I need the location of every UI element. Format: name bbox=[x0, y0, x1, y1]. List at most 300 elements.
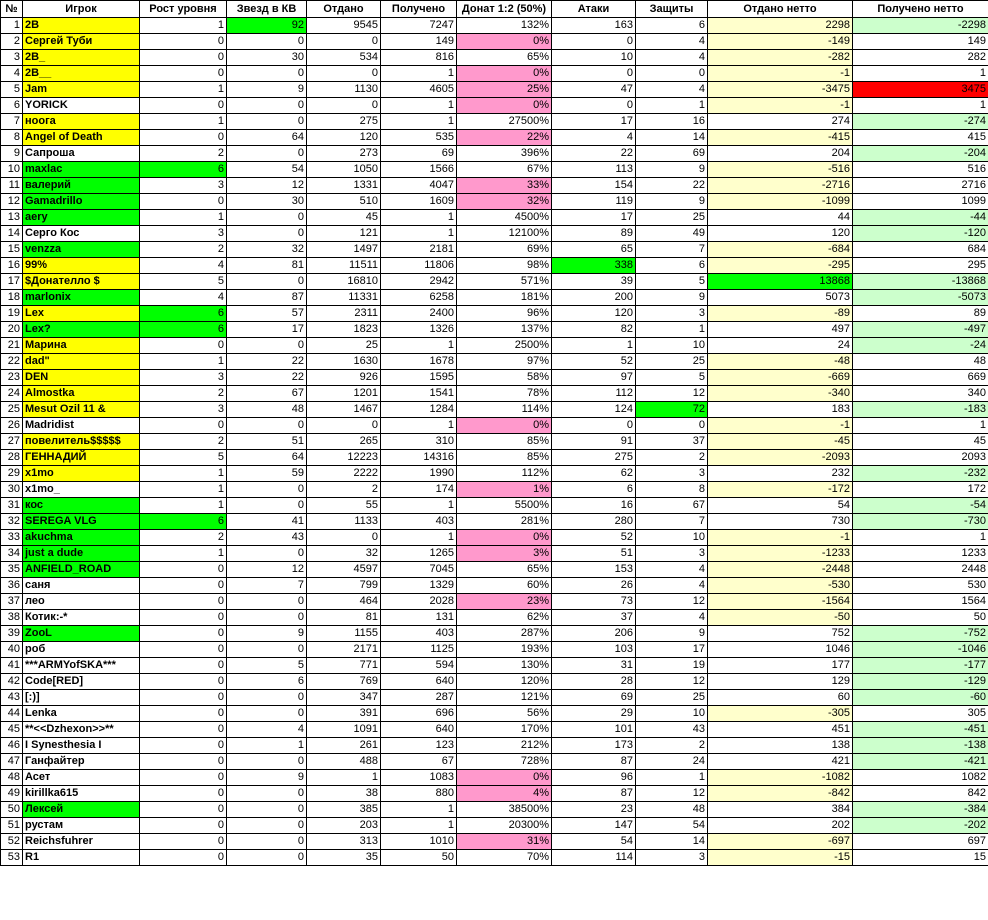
cell-player-name[interactable]: ноога bbox=[23, 114, 140, 130]
cell-net-given[interactable]: -340 bbox=[708, 386, 853, 402]
cell-level-growth[interactable]: 0 bbox=[140, 194, 227, 210]
cell-net-received[interactable]: -5073 bbox=[853, 290, 988, 306]
cell-received[interactable]: 14316 bbox=[381, 450, 457, 466]
cell-net-given[interactable]: 730 bbox=[708, 514, 853, 530]
cell-donate-ratio[interactable]: 62% bbox=[457, 610, 552, 626]
cell-defenses[interactable]: 0 bbox=[636, 418, 708, 434]
cell-defenses[interactable]: 25 bbox=[636, 690, 708, 706]
cell-defenses[interactable]: 7 bbox=[636, 514, 708, 530]
cell-net-received[interactable]: 48 bbox=[853, 354, 988, 370]
cell-net-received[interactable]: -421 bbox=[853, 754, 988, 770]
cell-stars[interactable]: 0 bbox=[227, 482, 307, 498]
cell-net-received[interactable]: 697 bbox=[853, 834, 988, 850]
cell-player-name[interactable]: Lenka bbox=[23, 706, 140, 722]
cell-stars[interactable]: 51 bbox=[227, 434, 307, 450]
cell-given[interactable]: 799 bbox=[307, 578, 381, 594]
header-defenses[interactable]: Защиты bbox=[636, 1, 708, 18]
cell-received[interactable]: 1 bbox=[381, 338, 457, 354]
cell-attacks[interactable]: 154 bbox=[552, 178, 636, 194]
cell-level-growth[interactable]: 6 bbox=[140, 514, 227, 530]
cell-net-given[interactable]: -3475 bbox=[708, 82, 853, 98]
cell-level-growth[interactable]: 2 bbox=[140, 146, 227, 162]
cell-net-received[interactable]: -13868 bbox=[853, 274, 988, 290]
cell-defenses[interactable]: 5 bbox=[636, 274, 708, 290]
cell-attacks[interactable]: 39 bbox=[552, 274, 636, 290]
cell-given[interactable]: 55 bbox=[307, 498, 381, 514]
cell-attacks[interactable]: 4 bbox=[552, 130, 636, 146]
cell-defenses[interactable]: 25 bbox=[636, 210, 708, 226]
cell-given[interactable]: 81 bbox=[307, 610, 381, 626]
cell-donate-ratio[interactable]: 31% bbox=[457, 834, 552, 850]
cell-attacks[interactable]: 37 bbox=[552, 610, 636, 626]
cell-stars[interactable]: 0 bbox=[227, 34, 307, 50]
cell-level-growth[interactable]: 2 bbox=[140, 434, 227, 450]
cell-net-received[interactable]: 45 bbox=[853, 434, 988, 450]
cell-net-given[interactable]: 60 bbox=[708, 690, 853, 706]
cell-stars[interactable]: 5 bbox=[227, 658, 307, 674]
cell-index[interactable]: 11 bbox=[1, 178, 23, 194]
cell-received[interactable]: 310 bbox=[381, 434, 457, 450]
cell-net-received[interactable]: -202 bbox=[853, 818, 988, 834]
cell-player-name[interactable]: DEN bbox=[23, 370, 140, 386]
cell-player-name[interactable]: akuchma bbox=[23, 530, 140, 546]
cell-index[interactable]: 12 bbox=[1, 194, 23, 210]
cell-given[interactable]: 488 bbox=[307, 754, 381, 770]
cell-net-given[interactable]: 44 bbox=[708, 210, 853, 226]
cell-stars[interactable]: 0 bbox=[227, 498, 307, 514]
cell-level-growth[interactable]: 1 bbox=[140, 498, 227, 514]
cell-net-given[interactable]: -15 bbox=[708, 850, 853, 866]
cell-stars[interactable]: 17 bbox=[227, 322, 307, 338]
header-stars[interactable]: Звезд в КВ bbox=[227, 1, 307, 18]
cell-level-growth[interactable]: 4 bbox=[140, 290, 227, 306]
cell-level-growth[interactable]: 6 bbox=[140, 162, 227, 178]
cell-given[interactable]: 534 bbox=[307, 50, 381, 66]
cell-defenses[interactable]: 1 bbox=[636, 322, 708, 338]
cell-given[interactable]: 35 bbox=[307, 850, 381, 866]
cell-stars[interactable]: 64 bbox=[227, 130, 307, 146]
cell-received[interactable]: 1541 bbox=[381, 386, 457, 402]
cell-donate-ratio[interactable]: 0% bbox=[457, 418, 552, 434]
cell-net-received[interactable]: 842 bbox=[853, 786, 988, 802]
cell-net-given[interactable]: 138 bbox=[708, 738, 853, 754]
cell-level-growth[interactable]: 6 bbox=[140, 306, 227, 322]
cell-defenses[interactable]: 14 bbox=[636, 834, 708, 850]
cell-given[interactable]: 1201 bbox=[307, 386, 381, 402]
cell-player-name[interactable]: ГЕННАДИЙ bbox=[23, 450, 140, 466]
cell-net-given[interactable]: -1 bbox=[708, 530, 853, 546]
cell-player-name[interactable]: ***ARMYofSKA*** bbox=[23, 658, 140, 674]
cell-attacks[interactable]: 153 bbox=[552, 562, 636, 578]
cell-given[interactable]: 1130 bbox=[307, 82, 381, 98]
header-index[interactable]: № bbox=[1, 1, 23, 18]
cell-received[interactable]: 1609 bbox=[381, 194, 457, 210]
cell-attacks[interactable]: 47 bbox=[552, 82, 636, 98]
cell-index[interactable]: 4 bbox=[1, 66, 23, 82]
cell-attacks[interactable]: 206 bbox=[552, 626, 636, 642]
cell-net-given[interactable]: 183 bbox=[708, 402, 853, 418]
cell-defenses[interactable]: 12 bbox=[636, 594, 708, 610]
cell-net-given[interactable]: -1233 bbox=[708, 546, 853, 562]
cell-stars[interactable]: 87 bbox=[227, 290, 307, 306]
cell-attacks[interactable]: 0 bbox=[552, 418, 636, 434]
cell-net-given[interactable]: -48 bbox=[708, 354, 853, 370]
cell-received[interactable]: 67 bbox=[381, 754, 457, 770]
cell-net-given[interactable]: -1082 bbox=[708, 770, 853, 786]
cell-defenses[interactable]: 67 bbox=[636, 498, 708, 514]
cell-received[interactable]: 7045 bbox=[381, 562, 457, 578]
cell-defenses[interactable]: 3 bbox=[636, 306, 708, 322]
cell-player-name[interactable]: 2B bbox=[23, 18, 140, 34]
cell-attacks[interactable]: 17 bbox=[552, 114, 636, 130]
cell-given[interactable]: 926 bbox=[307, 370, 381, 386]
cell-net-received[interactable]: -274 bbox=[853, 114, 988, 130]
cell-stars[interactable]: 0 bbox=[227, 210, 307, 226]
cell-defenses[interactable]: 3 bbox=[636, 466, 708, 482]
cell-stars[interactable]: 0 bbox=[227, 786, 307, 802]
cell-net-received[interactable]: 2093 bbox=[853, 450, 988, 466]
cell-net-given[interactable]: -282 bbox=[708, 50, 853, 66]
cell-received[interactable]: 535 bbox=[381, 130, 457, 146]
cell-given[interactable]: 2171 bbox=[307, 642, 381, 658]
cell-stars[interactable]: 0 bbox=[227, 610, 307, 626]
cell-defenses[interactable]: 6 bbox=[636, 18, 708, 34]
cell-given[interactable]: 769 bbox=[307, 674, 381, 690]
cell-defenses[interactable]: 6 bbox=[636, 258, 708, 274]
cell-defenses[interactable]: 37 bbox=[636, 434, 708, 450]
cell-net-received[interactable]: 340 bbox=[853, 386, 988, 402]
cell-given[interactable]: 203 bbox=[307, 818, 381, 834]
cell-net-received[interactable]: 1233 bbox=[853, 546, 988, 562]
cell-player-name[interactable]: Lex? bbox=[23, 322, 140, 338]
cell-level-growth[interactable]: 0 bbox=[140, 418, 227, 434]
cell-defenses[interactable]: 9 bbox=[636, 162, 708, 178]
cell-received[interactable]: 1 bbox=[381, 210, 457, 226]
cell-stars[interactable]: 12 bbox=[227, 178, 307, 194]
cell-net-received[interactable]: -177 bbox=[853, 658, 988, 674]
cell-net-received[interactable]: -54 bbox=[853, 498, 988, 514]
cell-donate-ratio[interactable]: 4% bbox=[457, 786, 552, 802]
cell-given[interactable]: 2 bbox=[307, 482, 381, 498]
cell-player-name[interactable]: x1mo bbox=[23, 466, 140, 482]
cell-player-name[interactable]: 2B__ bbox=[23, 66, 140, 82]
cell-received[interactable]: 1083 bbox=[381, 770, 457, 786]
cell-net-received[interactable]: 1 bbox=[853, 530, 988, 546]
cell-given[interactable]: 265 bbox=[307, 434, 381, 450]
cell-index[interactable]: 8 bbox=[1, 130, 23, 146]
cell-level-growth[interactable]: 0 bbox=[140, 738, 227, 754]
cell-level-growth[interactable]: 0 bbox=[140, 578, 227, 594]
cell-stars[interactable]: 54 bbox=[227, 162, 307, 178]
cell-attacks[interactable]: 0 bbox=[552, 66, 636, 82]
cell-donate-ratio[interactable]: 181% bbox=[457, 290, 552, 306]
cell-stars[interactable]: 30 bbox=[227, 194, 307, 210]
cell-attacks[interactable]: 91 bbox=[552, 434, 636, 450]
cell-index[interactable]: 23 bbox=[1, 370, 23, 386]
cell-received[interactable]: 4605 bbox=[381, 82, 457, 98]
cell-given[interactable]: 11511 bbox=[307, 258, 381, 274]
cell-player-name[interactable]: R1 bbox=[23, 850, 140, 866]
cell-received[interactable]: 174 bbox=[381, 482, 457, 498]
cell-given[interactable]: 510 bbox=[307, 194, 381, 210]
cell-level-growth[interactable]: 0 bbox=[140, 610, 227, 626]
cell-defenses[interactable]: 4 bbox=[636, 578, 708, 594]
cell-net-given[interactable]: 120 bbox=[708, 226, 853, 242]
cell-received[interactable]: 6258 bbox=[381, 290, 457, 306]
cell-received[interactable]: 1326 bbox=[381, 322, 457, 338]
cell-net-received[interactable]: -232 bbox=[853, 466, 988, 482]
cell-stars[interactable]: 48 bbox=[227, 402, 307, 418]
cell-donate-ratio[interactable]: 85% bbox=[457, 450, 552, 466]
cell-defenses[interactable]: 4 bbox=[636, 562, 708, 578]
cell-net-given[interactable]: -684 bbox=[708, 242, 853, 258]
cell-level-growth[interactable]: 3 bbox=[140, 178, 227, 194]
cell-index[interactable]: 36 bbox=[1, 578, 23, 594]
cell-received[interactable]: 4047 bbox=[381, 178, 457, 194]
cell-index[interactable]: 6 bbox=[1, 98, 23, 114]
cell-donate-ratio[interactable]: 65% bbox=[457, 50, 552, 66]
cell-donate-ratio[interactable]: 1% bbox=[457, 482, 552, 498]
cell-net-given[interactable]: -50 bbox=[708, 610, 853, 626]
cell-net-received[interactable]: -451 bbox=[853, 722, 988, 738]
cell-attacks[interactable]: 147 bbox=[552, 818, 636, 834]
cell-net-given[interactable]: -697 bbox=[708, 834, 853, 850]
cell-given[interactable]: 2311 bbox=[307, 306, 381, 322]
cell-stars[interactable]: 0 bbox=[227, 594, 307, 610]
cell-given[interactable]: 38 bbox=[307, 786, 381, 802]
cell-level-growth[interactable]: 0 bbox=[140, 34, 227, 50]
cell-player-name[interactable]: kirillka615 bbox=[23, 786, 140, 802]
cell-net-given[interactable]: -149 bbox=[708, 34, 853, 50]
cell-attacks[interactable]: 65 bbox=[552, 242, 636, 258]
cell-player-name[interactable]: [:)] bbox=[23, 690, 140, 706]
cell-received[interactable]: 2181 bbox=[381, 242, 457, 258]
cell-defenses[interactable]: 9 bbox=[636, 194, 708, 210]
cell-level-growth[interactable]: 3 bbox=[140, 226, 227, 242]
cell-attacks[interactable]: 275 bbox=[552, 450, 636, 466]
cell-stars[interactable]: 0 bbox=[227, 98, 307, 114]
cell-net-received[interactable]: 149 bbox=[853, 34, 988, 50]
cell-player-name[interactable]: dad" bbox=[23, 354, 140, 370]
cell-stars[interactable]: 43 bbox=[227, 530, 307, 546]
cell-index[interactable]: 9 bbox=[1, 146, 23, 162]
cell-net-given[interactable]: -2716 bbox=[708, 178, 853, 194]
cell-received[interactable]: 1284 bbox=[381, 402, 457, 418]
cell-given[interactable]: 261 bbox=[307, 738, 381, 754]
cell-level-growth[interactable]: 2 bbox=[140, 530, 227, 546]
cell-donate-ratio[interactable]: 69% bbox=[457, 242, 552, 258]
cell-attacks[interactable]: 62 bbox=[552, 466, 636, 482]
cell-donate-ratio[interactable]: 78% bbox=[457, 386, 552, 402]
cell-defenses[interactable]: 4 bbox=[636, 82, 708, 98]
cell-attacks[interactable]: 0 bbox=[552, 34, 636, 50]
cell-attacks[interactable]: 103 bbox=[552, 642, 636, 658]
cell-donate-ratio[interactable]: 20300% bbox=[457, 818, 552, 834]
cell-received[interactable]: 69 bbox=[381, 146, 457, 162]
cell-net-given[interactable]: -1 bbox=[708, 98, 853, 114]
cell-net-received[interactable]: 415 bbox=[853, 130, 988, 146]
cell-defenses[interactable]: 12 bbox=[636, 674, 708, 690]
cell-net-received[interactable]: 15 bbox=[853, 850, 988, 866]
cell-index[interactable]: 19 bbox=[1, 306, 23, 322]
cell-defenses[interactable]: 69 bbox=[636, 146, 708, 162]
cell-stars[interactable]: 4 bbox=[227, 722, 307, 738]
cell-net-received[interactable]: 684 bbox=[853, 242, 988, 258]
cell-player-name[interactable]: Angel of Death bbox=[23, 130, 140, 146]
header-attacks[interactable]: Атаки bbox=[552, 1, 636, 18]
cell-donate-ratio[interactable]: 27500% bbox=[457, 114, 552, 130]
header-net-given[interactable]: Отдано нетто bbox=[708, 1, 853, 18]
cell-net-given[interactable]: -1564 bbox=[708, 594, 853, 610]
header-received[interactable]: Получено bbox=[381, 1, 457, 18]
cell-index[interactable]: 13 bbox=[1, 210, 23, 226]
cell-level-growth[interactable]: 0 bbox=[140, 626, 227, 642]
cell-net-received[interactable]: -60 bbox=[853, 690, 988, 706]
cell-donate-ratio[interactable]: 0% bbox=[457, 98, 552, 114]
cell-given[interactable]: 1133 bbox=[307, 514, 381, 530]
cell-donate-ratio[interactable]: 130% bbox=[457, 658, 552, 674]
cell-attacks[interactable]: 17 bbox=[552, 210, 636, 226]
cell-level-growth[interactable]: 0 bbox=[140, 706, 227, 722]
cell-donate-ratio[interactable]: 12100% bbox=[457, 226, 552, 242]
cell-received[interactable]: 1329 bbox=[381, 578, 457, 594]
cell-stars[interactable]: 57 bbox=[227, 306, 307, 322]
cell-index[interactable]: 42 bbox=[1, 674, 23, 690]
cell-net-received[interactable]: -24 bbox=[853, 338, 988, 354]
cell-index[interactable]: 37 bbox=[1, 594, 23, 610]
cell-attacks[interactable]: 200 bbox=[552, 290, 636, 306]
header-level-growth[interactable]: Рост уровня bbox=[140, 1, 227, 18]
cell-index[interactable]: 47 bbox=[1, 754, 23, 770]
cell-player-name[interactable]: YORICK bbox=[23, 98, 140, 114]
cell-level-growth[interactable]: 1 bbox=[140, 546, 227, 562]
cell-received[interactable]: 696 bbox=[381, 706, 457, 722]
header-given[interactable]: Отдано bbox=[307, 1, 381, 18]
cell-defenses[interactable]: 1 bbox=[636, 770, 708, 786]
cell-net-received[interactable]: -2298 bbox=[853, 18, 988, 34]
cell-player-name[interactable]: Марина bbox=[23, 338, 140, 354]
cell-defenses[interactable]: 54 bbox=[636, 818, 708, 834]
cell-index[interactable]: 30 bbox=[1, 482, 23, 498]
cell-attacks[interactable]: 119 bbox=[552, 194, 636, 210]
cell-index[interactable]: 25 bbox=[1, 402, 23, 418]
cell-defenses[interactable]: 72 bbox=[636, 402, 708, 418]
cell-stars[interactable]: 0 bbox=[227, 690, 307, 706]
cell-received[interactable]: 1265 bbox=[381, 546, 457, 562]
cell-received[interactable]: 50 bbox=[381, 850, 457, 866]
cell-donate-ratio[interactable]: 23% bbox=[457, 594, 552, 610]
cell-index[interactable]: 26 bbox=[1, 418, 23, 434]
cell-received[interactable]: 640 bbox=[381, 674, 457, 690]
cell-stars[interactable]: 59 bbox=[227, 466, 307, 482]
cell-attacks[interactable]: 51 bbox=[552, 546, 636, 562]
cell-net-received[interactable]: 1 bbox=[853, 418, 988, 434]
cell-given[interactable]: 1091 bbox=[307, 722, 381, 738]
cell-stars[interactable]: 0 bbox=[227, 834, 307, 850]
cell-player-name[interactable]: **<<Dzhexon>>** bbox=[23, 722, 140, 738]
cell-defenses[interactable]: 7 bbox=[636, 242, 708, 258]
cell-received[interactable]: 1990 bbox=[381, 466, 457, 482]
cell-net-received[interactable]: -120 bbox=[853, 226, 988, 242]
cell-given[interactable]: 1467 bbox=[307, 402, 381, 418]
cell-given[interactable]: 120 bbox=[307, 130, 381, 146]
cell-level-growth[interactable]: 0 bbox=[140, 594, 227, 610]
cell-stars[interactable]: 92 bbox=[227, 18, 307, 34]
cell-attacks[interactable]: 87 bbox=[552, 754, 636, 770]
cell-index[interactable]: 21 bbox=[1, 338, 23, 354]
cell-player-name[interactable]: 2B_ bbox=[23, 50, 140, 66]
cell-given[interactable]: 1630 bbox=[307, 354, 381, 370]
cell-player-name[interactable]: Code[RED] bbox=[23, 674, 140, 690]
cell-attacks[interactable]: 1 bbox=[552, 338, 636, 354]
cell-net-given[interactable]: -669 bbox=[708, 370, 853, 386]
cell-level-growth[interactable]: 0 bbox=[140, 786, 227, 802]
cell-net-given[interactable]: -172 bbox=[708, 482, 853, 498]
cell-given[interactable]: 1155 bbox=[307, 626, 381, 642]
cell-level-growth[interactable]: 5 bbox=[140, 450, 227, 466]
cell-index[interactable]: 10 bbox=[1, 162, 23, 178]
cell-donate-ratio[interactable]: 728% bbox=[457, 754, 552, 770]
cell-given[interactable]: 11331 bbox=[307, 290, 381, 306]
cell-stars[interactable]: 64 bbox=[227, 450, 307, 466]
cell-defenses[interactable]: 48 bbox=[636, 802, 708, 818]
cell-index[interactable]: 38 bbox=[1, 610, 23, 626]
cell-defenses[interactable]: 25 bbox=[636, 354, 708, 370]
cell-defenses[interactable]: 1 bbox=[636, 98, 708, 114]
cell-net-given[interactable]: 1046 bbox=[708, 642, 853, 658]
cell-attacks[interactable]: 113 bbox=[552, 162, 636, 178]
cell-player-name[interactable]: x1mo_ bbox=[23, 482, 140, 498]
cell-player-name[interactable]: саня bbox=[23, 578, 140, 594]
cell-attacks[interactable]: 97 bbox=[552, 370, 636, 386]
cell-level-growth[interactable]: 0 bbox=[140, 722, 227, 738]
cell-stars[interactable]: 30 bbox=[227, 50, 307, 66]
cell-index[interactable]: 52 bbox=[1, 834, 23, 850]
cell-player-name[interactable]: venzza bbox=[23, 242, 140, 258]
cell-net-received[interactable]: -44 bbox=[853, 210, 988, 226]
cell-stars[interactable]: 12 bbox=[227, 562, 307, 578]
cell-donate-ratio[interactable]: 132% bbox=[457, 18, 552, 34]
cell-given[interactable]: 0 bbox=[307, 418, 381, 434]
cell-received[interactable]: 880 bbox=[381, 786, 457, 802]
cell-given[interactable]: 1 bbox=[307, 770, 381, 786]
cell-net-received[interactable]: -730 bbox=[853, 514, 988, 530]
cell-donate-ratio[interactable]: 193% bbox=[457, 642, 552, 658]
cell-defenses[interactable]: 2 bbox=[636, 450, 708, 466]
cell-received[interactable]: 1 bbox=[381, 114, 457, 130]
cell-net-given[interactable]: 177 bbox=[708, 658, 853, 674]
cell-index[interactable]: 34 bbox=[1, 546, 23, 562]
cell-received[interactable]: 816 bbox=[381, 50, 457, 66]
cell-donate-ratio[interactable]: 65% bbox=[457, 562, 552, 578]
cell-received[interactable]: 403 bbox=[381, 514, 457, 530]
cell-player-name[interactable]: 99% bbox=[23, 258, 140, 274]
cell-attacks[interactable]: 22 bbox=[552, 146, 636, 162]
cell-donate-ratio[interactable]: 56% bbox=[457, 706, 552, 722]
cell-player-name[interactable]: Ганфайтер bbox=[23, 754, 140, 770]
cell-attacks[interactable]: 87 bbox=[552, 786, 636, 802]
cell-net-received[interactable]: -497 bbox=[853, 322, 988, 338]
cell-index[interactable]: 29 bbox=[1, 466, 23, 482]
cell-net-received[interactable]: 2716 bbox=[853, 178, 988, 194]
cell-level-growth[interactable]: 1 bbox=[140, 114, 227, 130]
cell-player-name[interactable]: Jam bbox=[23, 82, 140, 98]
cell-level-growth[interactable]: 2 bbox=[140, 386, 227, 402]
cell-defenses[interactable]: 12 bbox=[636, 386, 708, 402]
cell-player-name[interactable]: Almostka bbox=[23, 386, 140, 402]
cell-net-given[interactable]: -2448 bbox=[708, 562, 853, 578]
cell-net-received[interactable]: 172 bbox=[853, 482, 988, 498]
